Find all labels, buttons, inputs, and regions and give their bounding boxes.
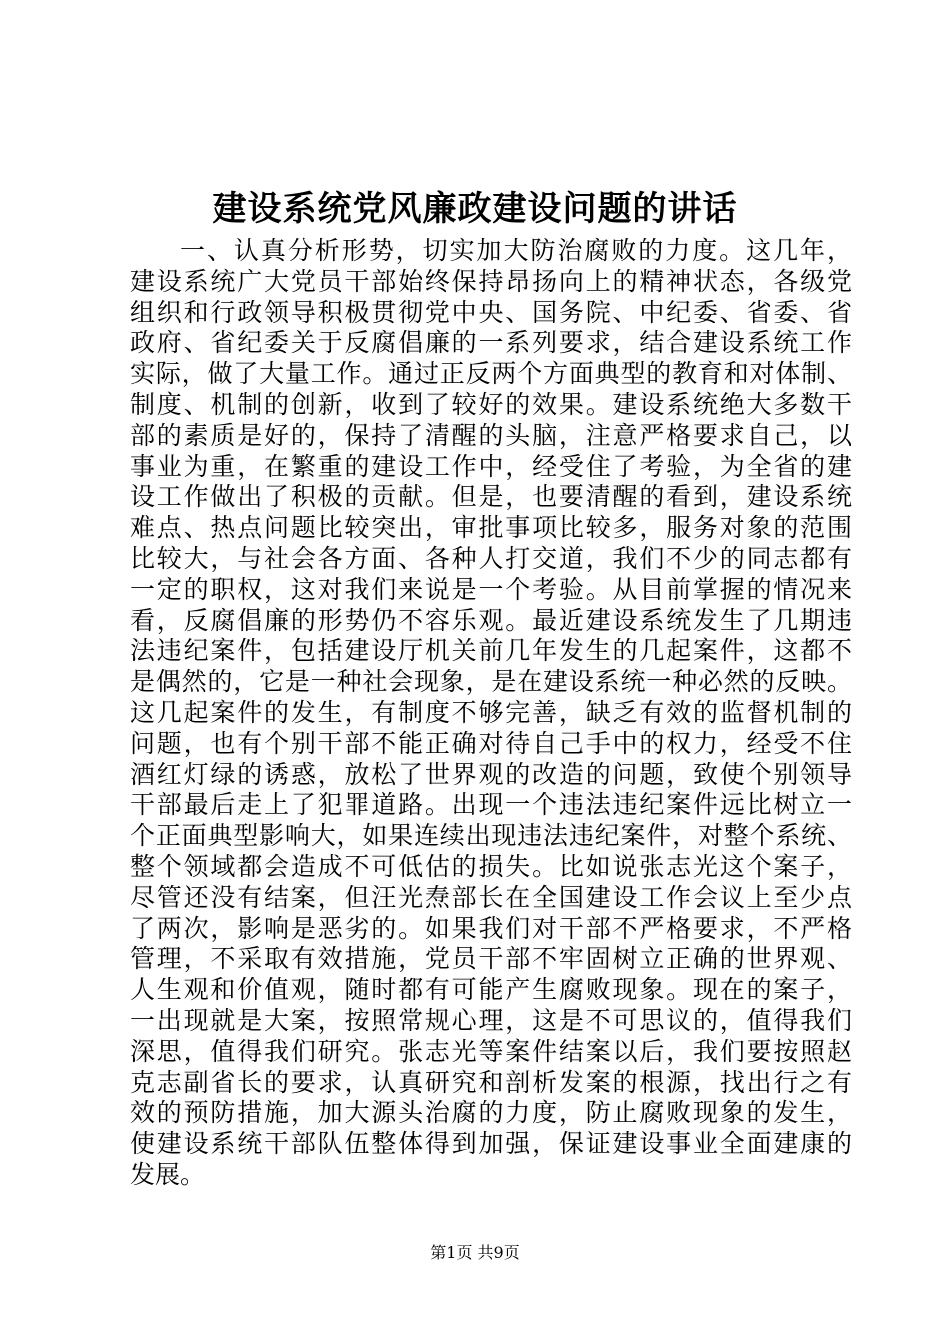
body-line: 一、认真分析形势，切实加大防治腐败的力度。这几年， xyxy=(180,236,852,265)
body-line: 一定的职权，这对我们来说是一个考验。从目前掌握的情况来 xyxy=(130,574,852,604)
body-line: 部的素质是好的，保持了清醒的头脑，注意严格要求自己，以 xyxy=(130,420,852,450)
body-line: 制度、机制的创新，收到了较好的效果。建设系统绝大多数干 xyxy=(130,389,852,419)
body-line: 事业为重，在繁重的建设工作中，经受住了考验，为全省的建 xyxy=(130,451,852,481)
body-line: 难点、热点问题比较突出，审批事项比较多，服务对象的范围 xyxy=(130,513,852,543)
body-line: 实际，做了大量工作。通过正反两个方面典型的教育和对体制、 xyxy=(130,359,852,389)
body-line: 管理，不采取有效措施，党员干部不牢固树立正确的世界观、 xyxy=(130,944,852,974)
body-line: 发展。 xyxy=(130,1159,206,1189)
body-line: 干部最后走上了犯罪道路。出现一个违法违纪案件远比树立一 xyxy=(130,790,852,820)
body-line: 法违纪案件，包括建设厅机关前几年发生的几起案件，这都不 xyxy=(130,636,852,666)
body-line: 克志副省长的要求，认真研究和剖析发案的根源，找出行之有 xyxy=(130,1067,852,1097)
body-line: 了两次，影响是恶劣的。如果我们对干部不严格要求，不严格 xyxy=(130,913,852,943)
body-line: 使建设系统干部队伍整体得到加强，保证建设事业全面建康的 xyxy=(130,1129,852,1159)
body-line: 问题，也有个别干部不能正确对待自己手中的权力，经受不住 xyxy=(130,728,852,758)
body-line: 酒红灯绿的诱惑，放松了世界观的改造的问题，致使个别领导 xyxy=(130,759,852,789)
body-line: 这几起案件的发生，有制度不够完善，缺乏有效的监督机制的 xyxy=(130,697,852,727)
body-line: 尽管还没有结案，但汪光焘部长在全国建设工作会议上至少点 xyxy=(130,882,852,912)
body-line: 人生观和价值观，随时都有可能产生腐败现象。现在的案子， xyxy=(130,975,852,1005)
body-line: 建设系统广大党员干部始终保持昂扬向上的精神状态，各级党 xyxy=(130,266,852,296)
body-line: 比较大，与社会各方面、各种人打交道，我们不少的同志都有 xyxy=(130,543,852,573)
body-line: 效的预防措施，加大源头治腐的力度，防止腐败现象的发生， xyxy=(130,1098,852,1128)
body-line: 是偶然的，它是一种社会现象，是在建设系统一种必然的反映。 xyxy=(130,667,852,697)
body-line: 整个领域都会造成不可低估的损失。比如说张志光这个案子， xyxy=(130,851,852,881)
body-line: 政府、省纪委关于反腐倡廉的一系列要求，结合建设系统工作 xyxy=(130,328,852,358)
document-title: 建设系统党风廉政建设问题的讲话 xyxy=(212,189,738,229)
body-line: 设工作做出了积极的贡献。但是，也要清醒的看到，建设系统 xyxy=(130,482,852,512)
body-line: 深思，值得我们研究。张志光等案件结案以后，我们要按照赵 xyxy=(130,1036,852,1066)
body-line: 看，反腐倡廉的形势仍不容乐观。最近建设系统发生了几期违 xyxy=(130,605,852,635)
body-line: 组织和行政领导积极贯彻党中央、国务院、中纪委、省委、省 xyxy=(130,297,852,327)
body-line: 个正面典型影响大，如果连续出现违法违纪案件，对整个系统、 xyxy=(130,821,852,851)
body-line: 一出现就是大案，按照常规心理，这是不可思议的，值得我们 xyxy=(130,1005,852,1035)
page-number-footer: 第1页 共9页 xyxy=(430,1243,520,1262)
document-body xyxy=(130,236,852,1191)
